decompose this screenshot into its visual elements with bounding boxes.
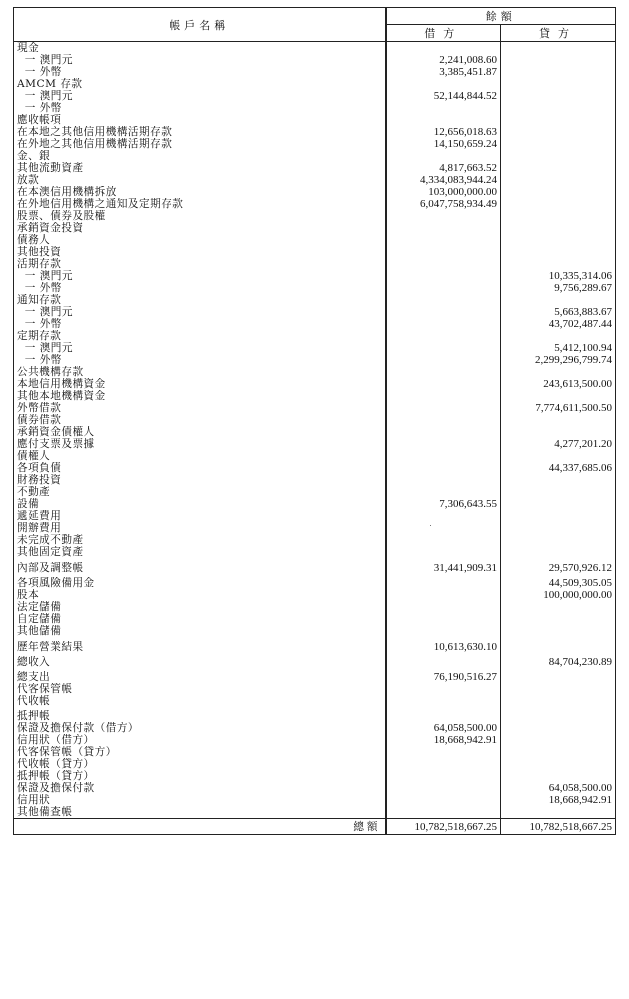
ledger-row xyxy=(14,246,616,258)
ledger-row xyxy=(14,601,616,613)
ledger-row xyxy=(14,486,616,498)
account-name-cell: 在外地之其他信用機構活期存款 xyxy=(14,138,386,150)
account-name-cell: 放款 xyxy=(14,174,386,186)
debit-cell xyxy=(386,78,501,90)
account-name-cell: 開辦費用 xyxy=(14,522,386,534)
credit-cell xyxy=(501,641,616,653)
ledger-row xyxy=(14,42,616,55)
account-name-cell: 在本地之其他信用機構活期存款 xyxy=(14,126,386,138)
credit-cell xyxy=(501,613,616,625)
ledger-row xyxy=(14,234,616,246)
ledger-row xyxy=(14,577,616,589)
credit-cell: 44,337,685.06 xyxy=(501,462,616,474)
account-name-cell: 代客保管帳 xyxy=(14,683,386,695)
debit-cell xyxy=(386,806,501,819)
credit-cell: 2,299,296,799.74 xyxy=(501,354,616,366)
credit-cell xyxy=(501,42,616,55)
debit-cell xyxy=(386,695,501,707)
account-name-cell: AMCM 存款 xyxy=(14,78,386,90)
credit-cell: 29,570,926.12 xyxy=(501,562,616,574)
account-name-cell: 歷年營業結果 xyxy=(14,641,386,653)
debit-cell xyxy=(386,589,501,601)
ledger-row xyxy=(14,270,616,282)
account-name-cell: 定期存款 xyxy=(14,330,386,342)
ledger-row xyxy=(14,282,616,294)
credit-cell xyxy=(501,722,616,734)
account-name-cell: 不動產 xyxy=(14,486,386,498)
debit-cell: 4,817,663.52 xyxy=(386,162,501,174)
account-name-cell: 應付支票及票據 xyxy=(14,438,386,450)
credit-cell: 243,613,500.00 xyxy=(501,378,616,390)
ledger-row xyxy=(14,794,616,806)
ledger-row xyxy=(14,641,616,653)
debit-cell xyxy=(386,342,501,354)
account-name-cell: 其他流動資產 xyxy=(14,162,386,174)
ledger-row xyxy=(14,258,616,270)
credit-cell xyxy=(501,210,616,222)
ledger-row xyxy=(14,613,616,625)
ledger-row xyxy=(14,414,616,426)
debit-header: 借方 xyxy=(386,25,501,42)
ledger-row xyxy=(14,210,616,222)
credit-cell xyxy=(501,522,616,534)
credit-cell: 5,663,883.67 xyxy=(501,306,616,318)
account-name-cell: 一 澳門元 xyxy=(14,270,386,282)
credit-cell xyxy=(501,330,616,342)
account-name-cell: 設備 xyxy=(14,498,386,510)
credit-cell xyxy=(501,625,616,637)
account-name-cell: 承銷資金投資 xyxy=(14,222,386,234)
credit-cell xyxy=(501,126,616,138)
account-name-cell: 一 澳門元 xyxy=(14,54,386,66)
ledger-row xyxy=(14,474,616,486)
ledger-table xyxy=(13,7,616,835)
credit-cell xyxy=(501,390,616,402)
debit-cell xyxy=(386,234,501,246)
debit-cell xyxy=(386,366,501,378)
account-name-cell: 保證及擔保付款 xyxy=(14,782,386,794)
credit-cell xyxy=(501,746,616,758)
credit-cell xyxy=(501,426,616,438)
ledger-row xyxy=(14,126,616,138)
debit-cell xyxy=(386,770,501,782)
ledger-row xyxy=(14,78,616,90)
ledger-row xyxy=(14,498,616,510)
debit-cell xyxy=(386,474,501,486)
ledger-row xyxy=(14,522,616,534)
total-debit: 10,782,518,667.25 xyxy=(386,819,501,835)
debit-cell xyxy=(386,222,501,234)
ledger-row xyxy=(14,306,616,318)
debit-cell xyxy=(386,613,501,625)
debit-cell xyxy=(386,534,501,546)
account-name-cell: 債務人 xyxy=(14,234,386,246)
credit-cell xyxy=(501,498,616,510)
credit-cell xyxy=(501,683,616,695)
credit-cell xyxy=(501,534,616,546)
account-name-cell: 其他儲備 xyxy=(14,625,386,637)
debit-cell: 64,058,500.00 xyxy=(386,722,501,734)
ledger-row xyxy=(14,402,616,414)
ledger-row xyxy=(14,318,616,330)
account-name-cell: 保證及擔保付款（借方） xyxy=(14,722,386,734)
ledger-row xyxy=(14,138,616,150)
debit-cell xyxy=(386,450,501,462)
account-name-cell: 未完成不動產 xyxy=(14,534,386,546)
ledger-row xyxy=(14,656,616,668)
credit-cell xyxy=(501,758,616,770)
credit-cell xyxy=(501,414,616,426)
ledger-row xyxy=(14,378,616,390)
credit-cell xyxy=(501,258,616,270)
account-name-cell: 信用狀 xyxy=(14,794,386,806)
ledger-body xyxy=(14,42,616,819)
credit-cell xyxy=(501,806,616,819)
credit-cell xyxy=(501,234,616,246)
ledger-row xyxy=(14,366,616,378)
ledger-row xyxy=(14,426,616,438)
credit-cell: 64,058,500.00 xyxy=(501,782,616,794)
account-name-cell: 遞延費用 xyxy=(14,510,386,522)
credit-cell xyxy=(501,174,616,186)
total-row xyxy=(14,819,616,835)
credit-cell: 18,668,942.91 xyxy=(501,794,616,806)
ledger-row xyxy=(14,546,616,558)
credit-cell xyxy=(501,186,616,198)
ledger-row xyxy=(14,390,616,402)
account-name-cell: 金、銀 xyxy=(14,150,386,162)
ledger-row xyxy=(14,734,616,746)
credit-cell xyxy=(501,366,616,378)
account-name-cell: 其他本地機構資金 xyxy=(14,390,386,402)
debit-cell: 76,190,516.27 xyxy=(386,671,501,683)
debit-cell xyxy=(386,510,501,522)
account-name-cell: 現金 xyxy=(14,42,386,55)
debit-cell xyxy=(386,270,501,282)
ledger-row xyxy=(14,562,616,574)
account-name-cell: 一 外幣 xyxy=(14,66,386,78)
credit-cell: 84,704,230.89 xyxy=(501,656,616,668)
total-label: 總額 xyxy=(14,819,386,835)
credit-cell xyxy=(501,294,616,306)
account-name-cell: 一 澳門元 xyxy=(14,306,386,318)
debit-cell: 6,047,758,934.49 xyxy=(386,198,501,210)
account-name-cell: 各項風險備用金 xyxy=(14,577,386,589)
debit-cell: 4,334,083,944.24 xyxy=(386,174,501,186)
credit-cell xyxy=(501,246,616,258)
ledger-row xyxy=(14,150,616,162)
debit-cell: 7,306,643.55 xyxy=(386,498,501,510)
debit-cell xyxy=(386,601,501,613)
ledger-row xyxy=(14,589,616,601)
account-name-cell: 通知存款 xyxy=(14,294,386,306)
ledger-row xyxy=(14,746,616,758)
ledger-row xyxy=(14,198,616,210)
credit-cell: 44,509,305.05 xyxy=(501,577,616,589)
debit-cell xyxy=(386,246,501,258)
ledger-row xyxy=(14,342,616,354)
credit-cell: 5,412,100.94 xyxy=(501,342,616,354)
account-name-cell: 其他備查帳 xyxy=(14,806,386,819)
account-name-cell: 總收入 xyxy=(14,656,386,668)
debit-cell xyxy=(386,462,501,474)
debit-cell xyxy=(386,42,501,55)
credit-cell xyxy=(501,222,616,234)
debit-cell: 12,656,018.63 xyxy=(386,126,501,138)
credit-cell xyxy=(501,546,616,558)
debit-cell xyxy=(386,782,501,794)
credit-cell: 43,702,487.44 xyxy=(501,318,616,330)
debit-cell xyxy=(386,114,501,126)
account-name-cell: 活期存款 xyxy=(14,258,386,270)
ledger-row xyxy=(14,102,616,114)
account-name-cell: 一 澳門元 xyxy=(14,342,386,354)
debit-cell: 31,441,909.31 xyxy=(386,562,501,574)
credit-cell xyxy=(501,486,616,498)
debit-cell xyxy=(386,390,501,402)
debit-cell xyxy=(386,577,501,589)
balance-ledger xyxy=(13,7,615,835)
ledger-row xyxy=(14,90,616,102)
debit-cell xyxy=(386,318,501,330)
ledger-row xyxy=(14,222,616,234)
account-name-cell: 各項負債 xyxy=(14,462,386,474)
credit-cell xyxy=(501,450,616,462)
credit-cell: 10,335,314.06 xyxy=(501,270,616,282)
balance-header: 餘額 xyxy=(386,8,616,25)
credit-cell xyxy=(501,695,616,707)
debit-cell xyxy=(386,378,501,390)
ledger-row xyxy=(14,354,616,366)
debit-cell xyxy=(386,710,501,722)
debit-cell xyxy=(386,294,501,306)
credit-cell xyxy=(501,770,616,782)
ledger-row xyxy=(14,806,616,819)
account-name-cell: 抵押帳 xyxy=(14,710,386,722)
debit-cell xyxy=(386,546,501,558)
account-name-cell: 代收帳（貸方） xyxy=(14,758,386,770)
account-name-cell: 在本澳信用機構拆放 xyxy=(14,186,386,198)
credit-cell: 7,774,611,500.50 xyxy=(501,402,616,414)
account-name-cell: 其他固定資產 xyxy=(14,546,386,558)
account-name-cell: 公共機構存款 xyxy=(14,366,386,378)
account-name-cell: 信用狀（借方） xyxy=(14,734,386,746)
credit-cell xyxy=(501,710,616,722)
account-name-cell: 一 澳門元 xyxy=(14,90,386,102)
ledger-row xyxy=(14,510,616,522)
account-name-cell: 代收帳 xyxy=(14,695,386,707)
credit-cell xyxy=(501,114,616,126)
debit-cell xyxy=(386,330,501,342)
ledger-row xyxy=(14,438,616,450)
credit-cell: 100,000,000.00 xyxy=(501,589,616,601)
account-name-cell: 股本 xyxy=(14,589,386,601)
account-name-cell: 一 外幣 xyxy=(14,354,386,366)
credit-cell xyxy=(501,66,616,78)
ledger-row xyxy=(14,683,616,695)
credit-cell xyxy=(501,54,616,66)
ledger-row xyxy=(14,462,616,474)
account-name-cell: 本地信用機構資金 xyxy=(14,378,386,390)
debit-cell xyxy=(386,656,501,668)
credit-cell xyxy=(501,734,616,746)
account-name-cell: 債權人 xyxy=(14,450,386,462)
ledger-row xyxy=(14,625,616,637)
debit-cell xyxy=(386,426,501,438)
debit-cell xyxy=(386,486,501,498)
account-name-cell: 內部及調整帳 xyxy=(14,562,386,574)
debit-cell: 18,668,942.91 xyxy=(386,734,501,746)
credit-cell xyxy=(501,601,616,613)
debit-cell: 3,385,451.87 xyxy=(386,66,501,78)
credit-cell xyxy=(501,198,616,210)
account-name-cell: 一 外幣 xyxy=(14,318,386,330)
account-name-cell: 代客保管帳（貸方） xyxy=(14,746,386,758)
credit-cell xyxy=(501,102,616,114)
debit-cell xyxy=(386,402,501,414)
ledger-row xyxy=(14,186,616,198)
debit-cell xyxy=(386,625,501,637)
debit-cell xyxy=(386,683,501,695)
account-name-header: 帳戶名稱 xyxy=(14,8,386,42)
debit-cell: 103,000,000.00 xyxy=(386,186,501,198)
debit-cell xyxy=(386,258,501,270)
credit-cell xyxy=(501,138,616,150)
debit-cell xyxy=(386,306,501,318)
credit-cell xyxy=(501,78,616,90)
ledger-row xyxy=(14,162,616,174)
ledger-row xyxy=(14,330,616,342)
debit-cell xyxy=(386,150,501,162)
credit-cell xyxy=(501,150,616,162)
credit-cell xyxy=(501,162,616,174)
account-name-cell: 應收帳項 xyxy=(14,114,386,126)
ledger-row xyxy=(14,695,616,707)
ledger-row xyxy=(14,66,616,78)
credit-header: 貸方 xyxy=(501,25,616,42)
debit-cell xyxy=(386,522,501,534)
account-name-cell: 抵押帳（貸方） xyxy=(14,770,386,782)
credit-cell xyxy=(501,671,616,683)
ledger-row xyxy=(14,114,616,126)
debit-cell xyxy=(386,210,501,222)
account-name-cell: 外幣借款 xyxy=(14,402,386,414)
debit-cell xyxy=(386,102,501,114)
credit-cell: 4,277,201.20 xyxy=(501,438,616,450)
ledger-row xyxy=(14,534,616,546)
ledger-row xyxy=(14,782,616,794)
credit-cell xyxy=(501,474,616,486)
account-name-cell: 股票、債券及股權 xyxy=(14,210,386,222)
ledger-row xyxy=(14,450,616,462)
credit-cell: 9,756,289.67 xyxy=(501,282,616,294)
account-name-cell: 一 外幣 xyxy=(14,102,386,114)
account-name-cell: 自定儲備 xyxy=(14,613,386,625)
debit-cell: 52,144,844.52 xyxy=(386,90,501,102)
account-name-cell: 法定儲備 xyxy=(14,601,386,613)
total-credit: 10,782,518,667.25 xyxy=(501,819,616,835)
account-name-cell: 其他投資 xyxy=(14,246,386,258)
account-name-cell: 一 外幣 xyxy=(14,282,386,294)
debit-cell: 2,241,008.60 xyxy=(386,54,501,66)
ledger-row xyxy=(14,174,616,186)
ledger-row xyxy=(14,710,616,722)
ledger-row xyxy=(14,54,616,66)
account-name-cell: 承銷資金債權人 xyxy=(14,426,386,438)
ledger-row xyxy=(14,770,616,782)
account-name-cell: 在外地信用機構之通知及定期存款 xyxy=(14,198,386,210)
scan-speck xyxy=(430,525,431,526)
debit-cell xyxy=(386,282,501,294)
debit-cell xyxy=(386,414,501,426)
ledger-row xyxy=(14,722,616,734)
debit-cell xyxy=(386,438,501,450)
account-name-cell: 債券借款 xyxy=(14,414,386,426)
debit-cell: 14,150,659.24 xyxy=(386,138,501,150)
ledger-row xyxy=(14,671,616,683)
account-name-cell: 財務投資 xyxy=(14,474,386,486)
debit-cell xyxy=(386,758,501,770)
credit-cell xyxy=(501,90,616,102)
debit-cell xyxy=(386,794,501,806)
debit-cell: 10,613,630.10 xyxy=(386,641,501,653)
debit-cell xyxy=(386,354,501,366)
ledger-row xyxy=(14,758,616,770)
ledger-row xyxy=(14,294,616,306)
debit-cell xyxy=(386,746,501,758)
credit-cell xyxy=(501,510,616,522)
account-name-cell: 總支出 xyxy=(14,671,386,683)
